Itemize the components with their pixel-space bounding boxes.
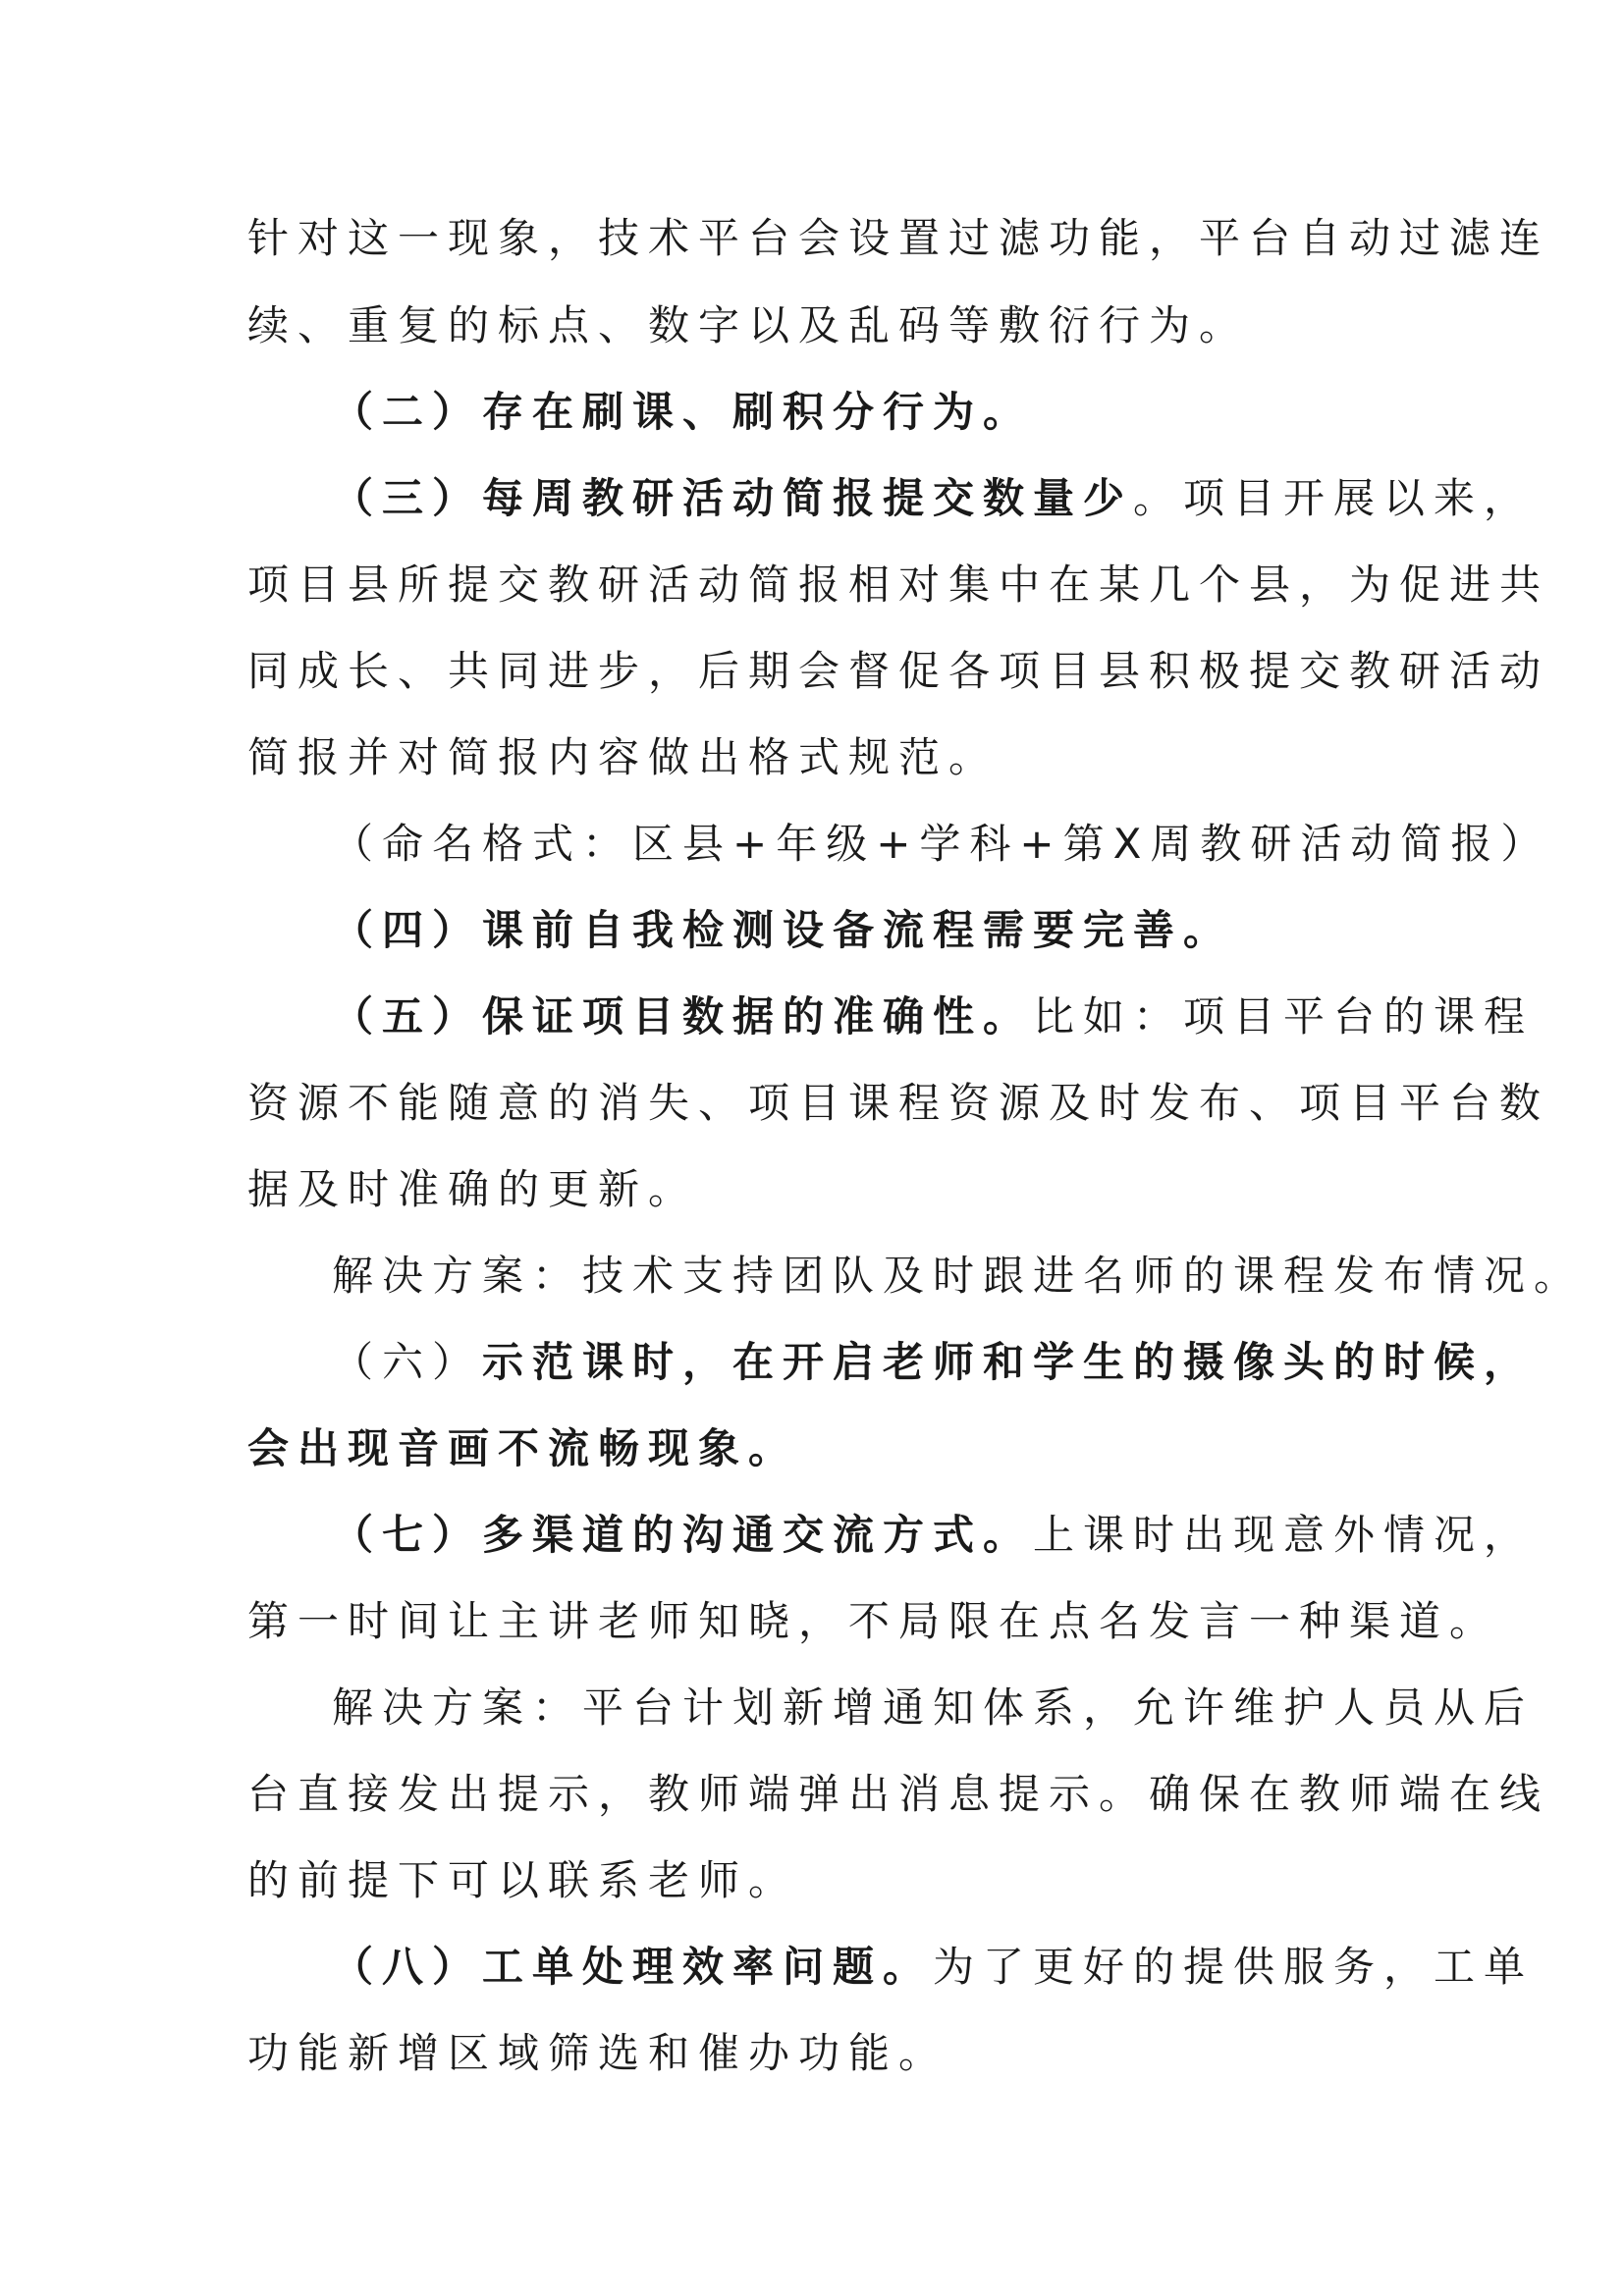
text-run-bold: （八）工单处理效率问题。 [332, 1943, 934, 1991]
text-run-bold: （七）多渠道的沟通交流方式。 [332, 1511, 1034, 1559]
text-run: 据及时准确的更新。 [247, 1165, 699, 1213]
paragraph-line [247, 1592, 1499, 1651]
section-heading [332, 1938, 1534, 1997]
text-run: （六） [332, 1338, 483, 1386]
paragraph-line [247, 209, 1549, 268]
section-heading [332, 1506, 1534, 1565]
text-run: 。项目开展以来， [1133, 474, 1535, 522]
text-run: 为了更好的提供服务，工单 [933, 1943, 1535, 1991]
text-run-bold: （二）存在刷课、刷积分行为。 [332, 388, 1034, 436]
paragraph-line [247, 556, 1549, 614]
text-run-bold: （三）每周教研活动简报提交数量少 [332, 474, 1134, 522]
text-run: 针对这一现象，技术平台会设置过滤功能，平台自动过滤连 [247, 214, 1550, 262]
section-heading [332, 469, 1534, 528]
text-run: 解决方案：技术支持团队及时跟进名师的课程发布情况。 [332, 1252, 1585, 1300]
text-run: 续、重复的标点、数字以及乱码等敷衍行为。 [247, 301, 1250, 349]
text-run: 第一时间让主讲老师知晓，不局限在点名发言一种渠道。 [247, 1597, 1500, 1645]
section-heading [332, 383, 1033, 442]
solution-paragraph [332, 1679, 1534, 1737]
section-heading [332, 988, 1534, 1046]
text-run: 台直接发出提示，教师端弹出消息提示。确保在教师端在线 [247, 1770, 1550, 1818]
text-run: 比如：项目平台的课程 [1033, 992, 1535, 1041]
text-run-bold: （四）课前自我检测设备流程需要完善。 [332, 906, 1234, 954]
text-run: 的前提下可以联系老师。 [247, 1856, 799, 1904]
paragraph-line [247, 1074, 1549, 1133]
text-run: （命名格式：区县+年级+学科+第X周教研活动简报） [332, 820, 1551, 868]
paragraph-line [247, 2024, 948, 2083]
paragraph-line [247, 1851, 798, 1910]
text-run: 解决方案：平台计划新增通知体系，允许维护人员从后 [332, 1683, 1535, 1732]
naming-format-note [332, 815, 1550, 874]
text-run: 上课时出现意外情况， [1033, 1511, 1535, 1559]
text-run: 资源不能随意的消失、项目课程资源及时发布、项目平台数 [247, 1079, 1550, 1127]
solution-paragraph [332, 1247, 1584, 1306]
text-run: 简报并对简报内容做出格式规范。 [247, 733, 1000, 781]
paragraph-line [247, 1765, 1549, 1824]
section-heading [332, 1333, 1534, 1392]
text-run-bold: 会出现音画不流畅现象。 [247, 1424, 799, 1472]
paragraph-line [247, 1419, 798, 1478]
text-run: 功能新增区域筛选和催办功能。 [247, 2029, 949, 2077]
paragraph-line [247, 1160, 698, 1219]
text-run: 项目县所提交教研活动简报相对集中在某几个县，为促进共 [247, 561, 1550, 609]
paragraph-line [247, 296, 1249, 355]
paragraph-line [247, 642, 1549, 701]
text-run-bold: 示范课时，在开启老师和学生的摄像头的时候， [482, 1338, 1535, 1386]
section-heading [332, 901, 1233, 960]
text-run: 同成长、共同进步，后期会督促各项目县积极提交教研活动 [247, 647, 1550, 695]
text-run-bold: （五）保证项目数据的准确性。 [332, 992, 1034, 1041]
paragraph-line [247, 728, 999, 787]
